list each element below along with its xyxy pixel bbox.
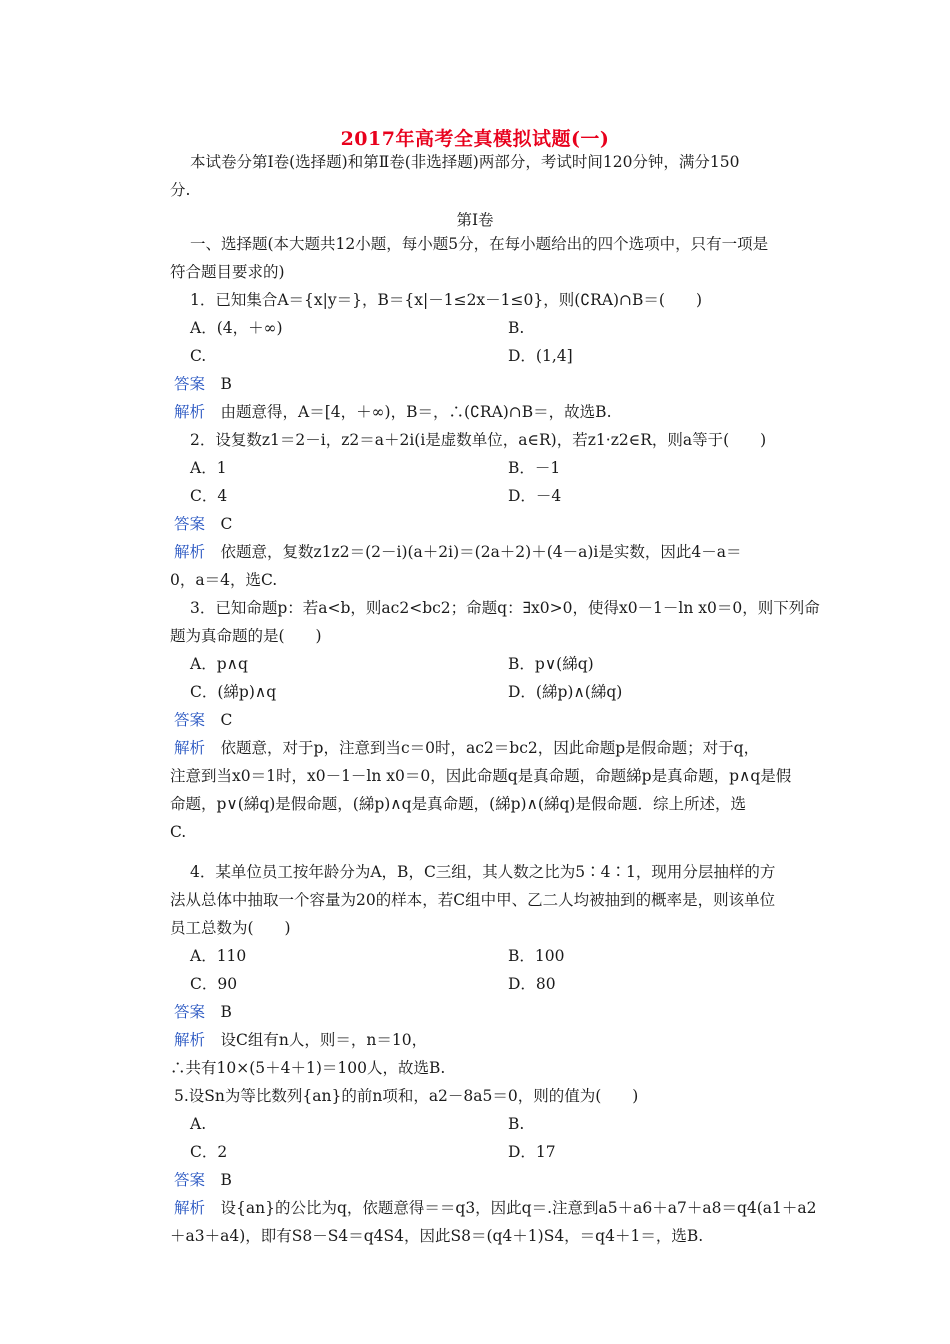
q1-answer-value: B bbox=[220, 375, 232, 393]
q4-stem-2: 法从总体中抽取一个容量为20的样本，若C组中甲、乙二人均被抽到的概率是，则该单位 bbox=[170, 891, 776, 909]
q4-analysis-text-2: ∴共有10×(5＋4＋1)＝100人，故选B. bbox=[170, 1059, 446, 1077]
q5-option-d: D．17 bbox=[508, 1143, 556, 1161]
q2-stem: 2．设复数z1＝2－i，z2＝a＋2i(i是虚数单位，a∈R)，若z1·z2∈R，则a等于( ) bbox=[190, 431, 767, 449]
q1-analysis-text: 由题意得，A＝[4，＋∞)，B＝，∴(∁RA)∩B＝，故选B. bbox=[220, 403, 612, 421]
q4-analysis-text-1: 设C组有n人，则＝，n＝10， bbox=[220, 1031, 428, 1049]
q2-option-b: B．－1 bbox=[508, 459, 561, 477]
q3-analysis-text-1: 依题意，对于p，注意到当c＝0时，ac2＝bc2，因此命题p是假命题；对于q， bbox=[220, 739, 760, 757]
q3-option-b: B．p∨(綈q) bbox=[508, 655, 594, 673]
q1-analysis bbox=[174, 402, 612, 422]
q5-analysis-text-1: 设{an}的公比为q，依题意得＝＝q3，因此q＝.注意到a5＋a6＋a7＋a8＝q4(a1＋a2 bbox=[220, 1199, 817, 1217]
q2-answer-value: C bbox=[220, 515, 233, 533]
q1-option-c: C. bbox=[190, 347, 207, 365]
q4-stem-1: 4．某单位员工按年龄分为A，B，C三组，其人数之比为5∶4∶1，现用分层抽样的方 bbox=[190, 863, 776, 881]
q5-analysis-text-2: ＋a3＋a4)，即有S8－S4＝q4S4，因此S8＝(q4＋1)S4，＝q4＋1＝，选B. bbox=[170, 1227, 704, 1245]
q5-stem: 5.设Sn为等比数列{an}的前n项和，a2－8a5＝0，则的值为( ) bbox=[174, 1087, 639, 1105]
q4-answer-value: B bbox=[220, 1003, 232, 1021]
answer-label: 答案 bbox=[174, 1003, 206, 1021]
q3-stem-1: 3．已知命题p：若a<b，则ac2<bc2；命题q：∃x0>0，使得x0－1－ln x0＝0，则下列命 bbox=[190, 599, 820, 617]
answer-label: 答案 bbox=[174, 711, 206, 729]
part1-line-1: 一、选择题(本大题共12小题，每小题5分，在每小题给出的四个选项中，只有一项是 bbox=[190, 235, 769, 253]
q4-analysis bbox=[174, 1030, 427, 1050]
analysis-label: 解析 bbox=[174, 1031, 206, 1049]
answer-label: 答案 bbox=[174, 1171, 206, 1189]
intro-line-1: 本试卷分第Ⅰ卷(选择题)和第Ⅱ卷(非选择题)两部分，考试时间120分钟，满分150 bbox=[190, 153, 740, 171]
q3-stem-2: 题为真命题的是( ) bbox=[170, 627, 322, 645]
q5-option-a: A. bbox=[190, 1115, 207, 1133]
section-heading: 第Ⅰ卷 bbox=[456, 211, 494, 229]
analysis-label: 解析 bbox=[174, 1199, 206, 1217]
q4-answer bbox=[174, 1002, 232, 1022]
q2-analysis bbox=[174, 542, 741, 562]
q1-option-b: B. bbox=[508, 319, 525, 337]
q4-option-b: B．100 bbox=[508, 947, 565, 965]
q2-analysis-text-2: 0，a＝4，选C. bbox=[170, 571, 278, 589]
q3-analysis-text-2: 注意到当x0＝1时，x0－1－ln x0＝0，因此命题q是真命题，命题綈p是真命题，p∧q是假 bbox=[170, 767, 792, 785]
q2-answer bbox=[174, 514, 232, 534]
q5-answer bbox=[174, 1170, 232, 1190]
q1-stem: 1．已知集合A＝{x|y＝}，B＝{x|－1≤2x－1≤0}，则(∁RA)∩B＝( ) bbox=[190, 291, 703, 309]
q4-option-d: D．80 bbox=[508, 975, 556, 993]
q3-analysis-text-3: 命题，p∨(綈q)是假命题，(綈p)∧q是真命题，(綈p)∧(綈q)是假命题．综上所述，选 bbox=[170, 795, 746, 813]
q2-option-a: A．1 bbox=[190, 459, 227, 477]
q5-option-c: C．2 bbox=[190, 1143, 228, 1161]
q2-option-d: D．－4 bbox=[508, 487, 562, 505]
q2-analysis-text-1: 依题意，复数z1z2＝(2－i)(a＋2i)＝(2a＋2)＋(4－a)i是实数，因此4－a＝ bbox=[220, 543, 742, 561]
q2-option-c: C．4 bbox=[190, 487, 228, 505]
q1-answer bbox=[174, 374, 232, 394]
q5-option-b: B. bbox=[508, 1115, 525, 1133]
q1-option-a: A．(4，＋∞) bbox=[190, 319, 283, 337]
q4-option-a: A．110 bbox=[190, 947, 247, 965]
q4-option-c: C．90 bbox=[190, 975, 238, 993]
answer-label: 答案 bbox=[174, 375, 206, 393]
q1-option-d: D．(1,4] bbox=[508, 347, 573, 365]
q3-answer bbox=[174, 710, 232, 730]
q5-analysis bbox=[174, 1198, 816, 1218]
analysis-label: 解析 bbox=[174, 403, 206, 421]
q4-stem-3: 员工总数为( ) bbox=[170, 919, 291, 937]
q3-option-d: D．(綈p)∧(綈q) bbox=[508, 683, 623, 701]
q3-analysis bbox=[174, 738, 759, 758]
q3-option-a: A．p∧q bbox=[190, 655, 248, 673]
q3-answer-value: C bbox=[220, 711, 233, 729]
q3-analysis-text-4: C. bbox=[170, 823, 187, 841]
document-title: 2017年高考全真模拟试题(一) bbox=[340, 128, 610, 150]
answer-label: 答案 bbox=[174, 515, 206, 533]
analysis-label: 解析 bbox=[174, 543, 206, 561]
part1-line-2: 符合题目要求的) bbox=[170, 263, 285, 281]
q5-answer-value: B bbox=[220, 1171, 232, 1189]
q3-option-c: C．(綈p)∧q bbox=[190, 683, 277, 701]
intro-line-2: 分. bbox=[170, 181, 191, 199]
analysis-label: 解析 bbox=[174, 739, 206, 757]
